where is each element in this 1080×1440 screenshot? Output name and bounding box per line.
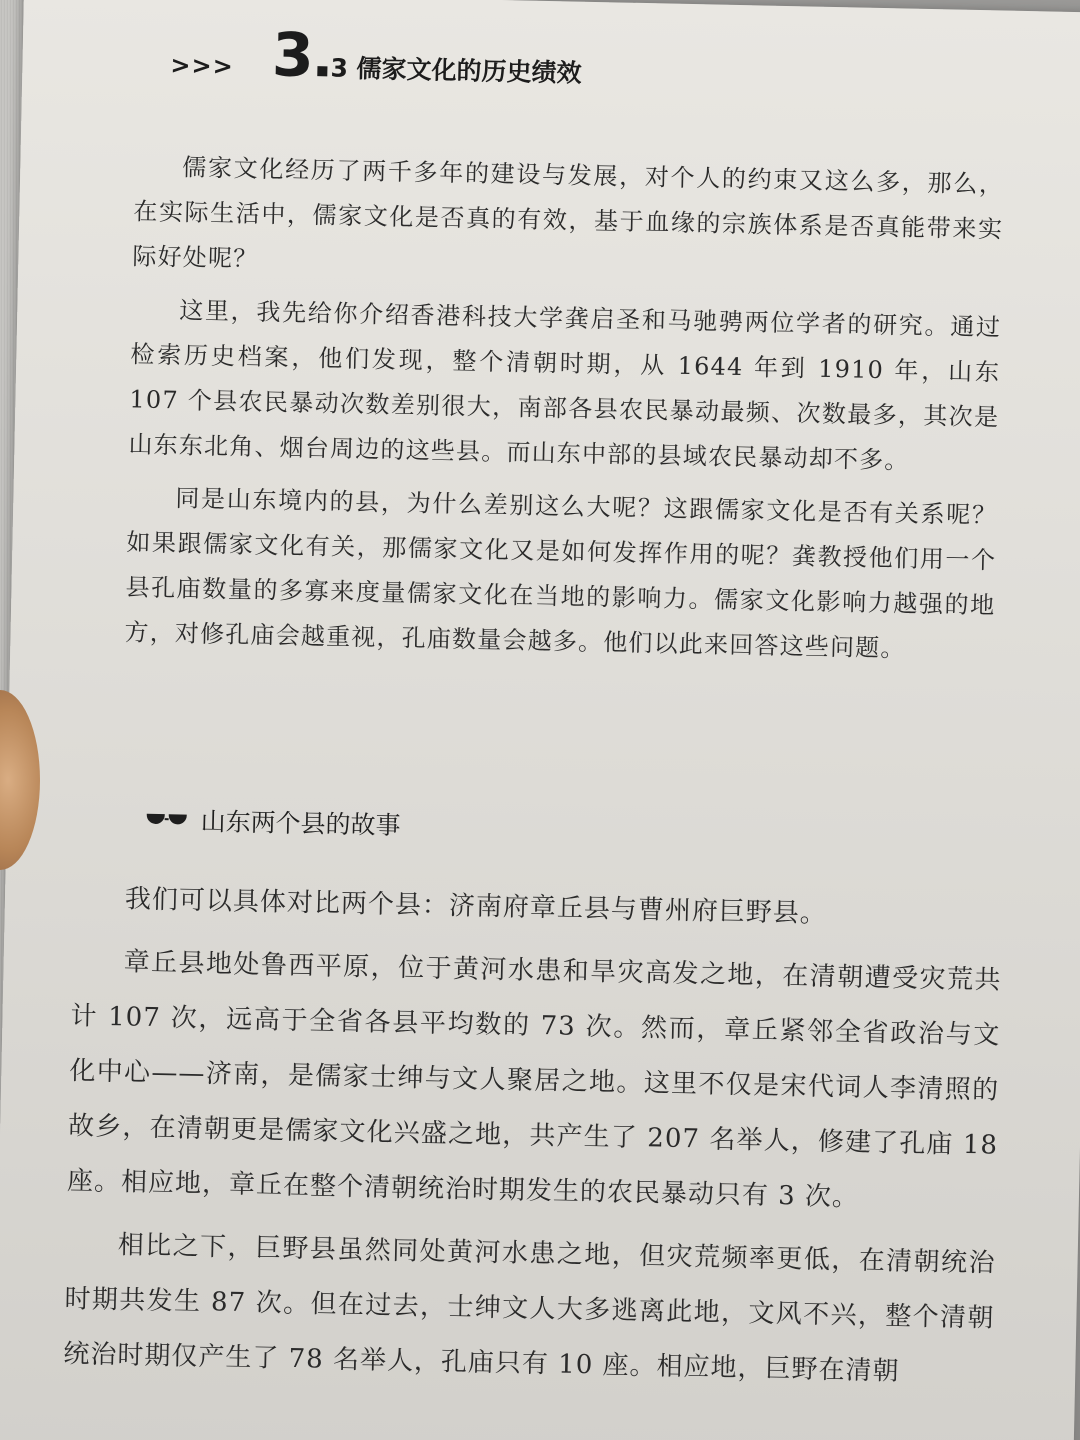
- chapter-number: 3: [271, 20, 315, 92]
- paragraph: 相比之下，巨野县虽然同处黄河水患之地，但灾荒频率更低，在清朝统治时期共发生 87 次。但在过去，士绅文人大多逃离此地，文风不兴，整个清朝统治时期仅产生了 78 名举人，孔庙只有 10 座。相应地，巨野在清朝: [63, 1230, 996, 1387]
- bullet-square-icon: [317, 66, 327, 76]
- section-heading: [170, 20, 582, 92]
- paragraph: 同是山东境内的县，为什么差别这么大呢？这跟儒家文化是否有关系呢？如果跟儒家文化有关，那儒家文化又是如何发挥作用的呢？龚教授他们用一个县孔庙数量的多寡来度量儒家文化在当地的影响力。儒家文化影响力越强的地方，对修孔庙会越重视，孔庙数量会越多。他们以此来回答这些问题。: [124, 484, 998, 663]
- body-section-1: [124, 144, 1005, 681]
- paragraph: 我们可以具体对比两个县：济南府章丘县与曹州府巨野县。: [124, 884, 828, 930]
- glasses-icon: [147, 814, 187, 825]
- body-section-2: [63, 871, 1004, 1409]
- paragraph: 这里，我先给你介绍香港科技大学龚启圣和马驰骋两位学者的研究。通过检索历史档案，他们发现，整个清朝时期，从 1644 年到 1910 年，山东 107 个县农民暴动次数差别很大，南部各县农民暴动最频、次数最多，其次是山东东北角、烟台周边的这些县。而山东中部的县域农民暴动却不多。: [128, 296, 1002, 475]
- subheading: [146, 801, 401, 842]
- section-title: 3 儒家文化的历史绩效: [330, 53, 582, 88]
- heading-arrows: >>>: [170, 51, 235, 81]
- subheading-text: 山东两个县的故事: [200, 806, 401, 841]
- paragraph: 章丘县地处鲁西平原，位于黄河水患和旱灾高发之地，在清朝遭受灾荒共计 107 次，远高于全省各县平均数的 73 次。然而，章丘紧邻全省政治与文化中心——济南，是儒家士绅与文人聚居之地。这里不仅是宋代词人李清照的故乡，在清朝更是儒家文化兴盛之地，共产生了 207 名举人，修建了孔庙 18 座。相应地，章丘在整个清朝统治时期发生的农民暴动只有 3 次。: [66, 947, 1002, 1213]
- paragraph: 儒家文化经历了两千多年的建设与发展，对个人的约束又这么多，那么，在实际生活中，儒家文化是否真的有效，基于血缘的宗族体系是否真能带来实际好处呢？: [132, 153, 1005, 273]
